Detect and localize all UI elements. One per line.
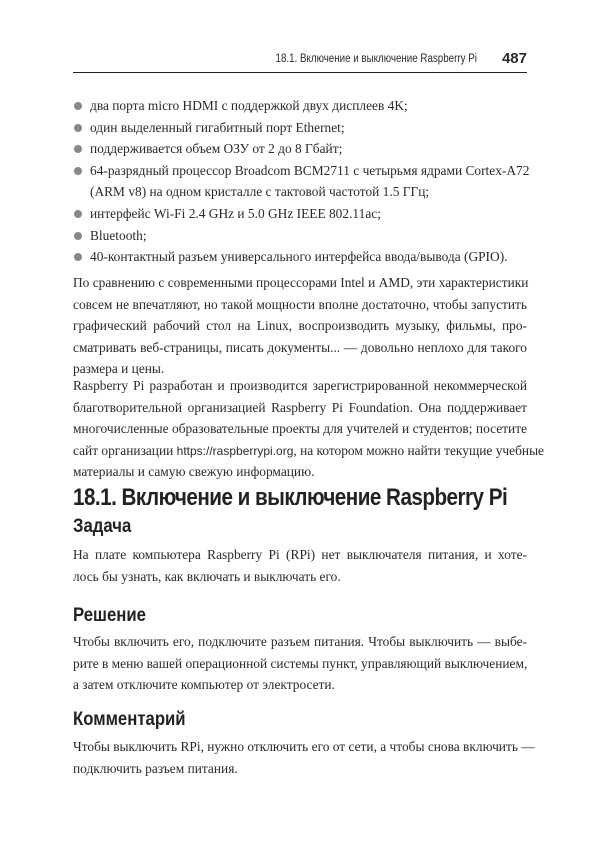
text-line: один выделенный гигабитный порт Ethernet; xyxy=(90,119,345,135)
text-line: На плате компьютера Raspberry Pi (RPi) нет выключателя питания, и хоте- xyxy=(73,547,527,562)
list-item xyxy=(73,246,527,268)
text-line: материалы и самую свежую информацию. xyxy=(73,464,315,480)
text-line: Bluetooth; xyxy=(90,227,147,243)
list-item xyxy=(73,95,527,117)
list-item xyxy=(73,160,530,203)
text-line xyxy=(73,440,545,462)
bullet-icon xyxy=(74,124,82,132)
text-line: рите в меню вашей операционной системы пункт, управляющий выключением, xyxy=(73,655,528,671)
list-item xyxy=(73,203,527,225)
text-line: размера и цены. xyxy=(73,361,165,377)
bullet-icon xyxy=(74,253,82,261)
text-line: подключить разъем питания. xyxy=(73,760,238,776)
text-line: интерфейс Wi-Fi 2.4 GHz и 5.0 GHz IEEE 802.11ac; xyxy=(90,205,381,221)
paragraph-foundation xyxy=(73,375,545,483)
text: , на котором можно найти текущие учебные xyxy=(293,442,545,458)
text-line: благотворительной организацией Raspberry Pi Foundation. Она поддерживает xyxy=(73,399,527,415)
bullet-icon xyxy=(74,167,82,175)
solution-heading: Решение xyxy=(73,605,146,626)
text-line: поддерживается объем ОЗУ от 2 до 8 Гбайт; xyxy=(90,141,343,157)
bullet-icon xyxy=(74,232,82,240)
text-line: а затем отключите компьютер от электросети. xyxy=(73,677,335,693)
text-line: Чтобы включить его, подключите разъем питания. Чтобы выключить — выбе- xyxy=(73,634,527,649)
text-line: Чтобы выключить RPi, нужно отключить его от сети, а чтобы снова включить — xyxy=(73,739,535,754)
bullet-icon xyxy=(74,145,82,153)
running-title: 18.1. Включение и выключение Raspberry Pi xyxy=(275,53,477,65)
comment-heading: Комментарий xyxy=(73,709,186,730)
list-item xyxy=(73,138,527,160)
foundation-link[interactable]: https://raspberrypi.org xyxy=(176,443,294,458)
text: сайт организации xyxy=(73,442,177,458)
text-line: два порта micro HDMI с поддержкой двух дисплеев 4K; xyxy=(90,98,408,113)
paragraph-comparison xyxy=(73,272,527,380)
comment-text xyxy=(73,736,535,779)
text-line: (ARM v8) на одном кристалле с тактовой частотой 1.5 ГГц; xyxy=(90,184,430,200)
feature-list xyxy=(73,95,530,268)
bullet-icon xyxy=(74,210,82,218)
text-line: По сравнению с современными процессорами Intel и AMD, эти характеристики xyxy=(73,275,529,290)
text-line: 40-контактный разъем универсального интерфейса ввода/вывода (GPIO). xyxy=(90,249,508,265)
text-line: 64-разрядный процессор Broadcom BCM2711 с четырьмя ядрами Cortex-A72 xyxy=(90,162,530,178)
page-number: 487 xyxy=(501,50,527,67)
page-header xyxy=(73,50,527,73)
list-item xyxy=(73,225,527,247)
section-title: 18.1. Включение и выключение Raspberry Pi xyxy=(73,484,508,511)
list-item xyxy=(73,117,527,139)
text-line: совсем не впечатляют, но такой мощности вполне достаточно, чтобы запустить xyxy=(73,296,527,312)
bullet-icon xyxy=(74,102,82,110)
text-line: многочисленные образовательные проекты для учителей и студентов; посетите xyxy=(73,421,527,437)
solution-text xyxy=(73,631,527,696)
text-line: графический рабочий стол на Linux, воспроизводить музыку, фильмы, про- xyxy=(73,318,527,334)
text-line: Raspberry Pi разработан и производится зарегистрированной некоммерческой xyxy=(73,378,527,393)
task-text xyxy=(73,544,527,587)
text-line: лось бы узнать, как включать и выключать его. xyxy=(73,568,341,584)
text-line: сматривать веб-страницы, писать документы... — довольно неплохо для такого xyxy=(73,339,527,355)
task-heading: Задача xyxy=(73,516,132,537)
